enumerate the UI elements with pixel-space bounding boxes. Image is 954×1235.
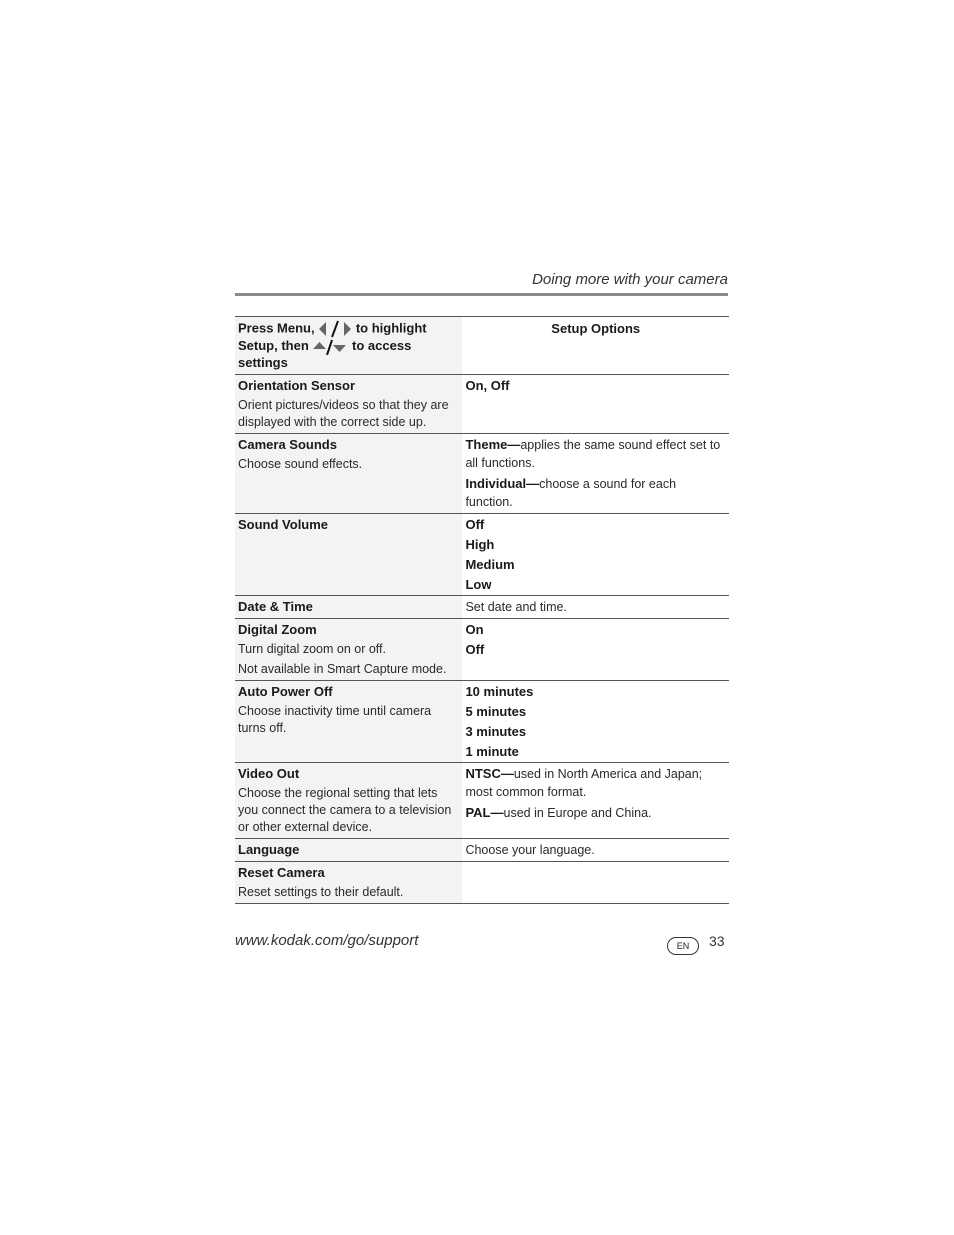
option-line xyxy=(465,765,726,801)
option-line xyxy=(465,641,726,658)
option-description: used in North America and Japan; most common format. xyxy=(465,766,703,799)
header-access-settings: to access settings xyxy=(238,338,412,370)
options-cell xyxy=(462,861,729,903)
header-setup-options: Setup Options xyxy=(462,317,729,375)
option-name: Low xyxy=(465,576,492,592)
setting-cell xyxy=(235,861,462,903)
option-description: applies the same sound effect set to all functions. xyxy=(465,437,721,470)
option-name: 1 minute xyxy=(465,743,519,759)
option-line xyxy=(465,743,726,760)
options-cell xyxy=(462,433,729,513)
setting-cell xyxy=(235,680,462,762)
option-line xyxy=(465,436,726,472)
option-line xyxy=(465,841,726,859)
option-name: 5 minutes xyxy=(465,703,527,719)
option-name: PAL— xyxy=(465,804,504,820)
option-name: 3 minutes xyxy=(465,723,527,739)
option-description: Choose your language. xyxy=(465,842,595,857)
option-description: used in Europe and China. xyxy=(503,805,652,820)
table-row xyxy=(235,433,729,513)
setting-title: Digital Zoom xyxy=(238,621,317,637)
header-rule xyxy=(235,293,728,296)
setting-description: Reset settings to their default. xyxy=(238,884,404,899)
option-line xyxy=(465,723,726,740)
setting-description: Choose the regional setting that lets you connect the camera to a television or other external device. xyxy=(238,785,452,834)
table-header-row xyxy=(235,317,729,375)
up-down-arrow-icon xyxy=(312,339,348,355)
table-row xyxy=(235,595,729,618)
option-line xyxy=(465,536,726,553)
left-right-arrow-icon xyxy=(318,320,352,338)
option-line xyxy=(465,516,726,533)
option-line xyxy=(465,621,726,638)
support-url[interactable]: www.kodak.com/go/support xyxy=(235,932,419,949)
option-line xyxy=(465,556,726,573)
table-row xyxy=(235,513,729,595)
table-row xyxy=(235,762,729,838)
table-row xyxy=(235,374,729,433)
setting-cell xyxy=(235,838,462,861)
setup-options-table xyxy=(235,316,729,904)
option-line xyxy=(465,377,726,394)
option-description: Set date and time. xyxy=(465,599,567,614)
table-row xyxy=(235,838,729,861)
option-name: NTSC— xyxy=(465,765,514,781)
header-to-highlight: to highlight xyxy=(355,320,427,336)
setting-title: Camera Sounds xyxy=(238,436,337,452)
options-cell xyxy=(462,513,729,595)
header-setup-then: Setup, then xyxy=(238,338,309,353)
option-name: Off xyxy=(465,641,485,657)
setting-cell xyxy=(235,618,462,680)
option-name: High xyxy=(465,536,495,552)
header-instructions xyxy=(235,317,462,375)
setting-title: Sound Volume xyxy=(238,516,329,532)
page-number: 33 xyxy=(709,933,725,949)
setting-title: Auto Power Off xyxy=(238,683,333,699)
table-row xyxy=(235,618,729,680)
option-line xyxy=(465,703,726,720)
options-cell xyxy=(462,762,729,838)
options-cell xyxy=(462,374,729,433)
setting-title: Video Out xyxy=(238,765,300,781)
option-line xyxy=(465,683,726,700)
setting-description: Orient pictures/videos so that they are displayed with the correct side up. xyxy=(238,397,449,429)
setting-description: Turn digital zoom on or off. xyxy=(238,641,386,656)
option-line xyxy=(465,475,726,511)
setting-description: Not available in Smart Capture mode. xyxy=(238,661,447,676)
option-line xyxy=(465,598,726,616)
options-cell xyxy=(462,595,729,618)
header-press-menu: Press Menu, xyxy=(238,320,315,336)
setting-description: Choose sound effects. xyxy=(238,456,363,471)
options-cell xyxy=(462,680,729,762)
option-line xyxy=(465,576,726,593)
option-name: Off xyxy=(465,516,485,532)
setting-cell xyxy=(235,374,462,433)
table-row xyxy=(235,680,729,762)
option-name: Medium xyxy=(465,556,515,572)
option-name: On xyxy=(465,621,484,637)
option-line xyxy=(465,804,726,822)
setting-cell xyxy=(235,513,462,595)
setting-title: Reset Camera xyxy=(238,864,325,880)
option-name: Individual— xyxy=(465,475,540,491)
language-badge: EN xyxy=(667,937,699,955)
setting-title: Language xyxy=(238,841,300,857)
setting-cell xyxy=(235,595,462,618)
option-description: choose a sound for each function. xyxy=(465,476,677,509)
option-name: 10 minutes xyxy=(465,683,534,699)
options-cell xyxy=(462,618,729,680)
option-name: Theme— xyxy=(465,436,521,452)
option-name: On, Off xyxy=(465,377,510,393)
table-row xyxy=(235,861,729,903)
options-cell xyxy=(462,838,729,861)
setting-cell xyxy=(235,433,462,513)
setting-title: Date & Time xyxy=(238,598,313,614)
setting-description: Choose inactivity time until camera turns off. xyxy=(238,703,432,735)
setting-cell xyxy=(235,762,462,838)
setting-title: Orientation Sensor xyxy=(238,377,356,393)
section-header: Doing more with your camera xyxy=(532,271,728,288)
